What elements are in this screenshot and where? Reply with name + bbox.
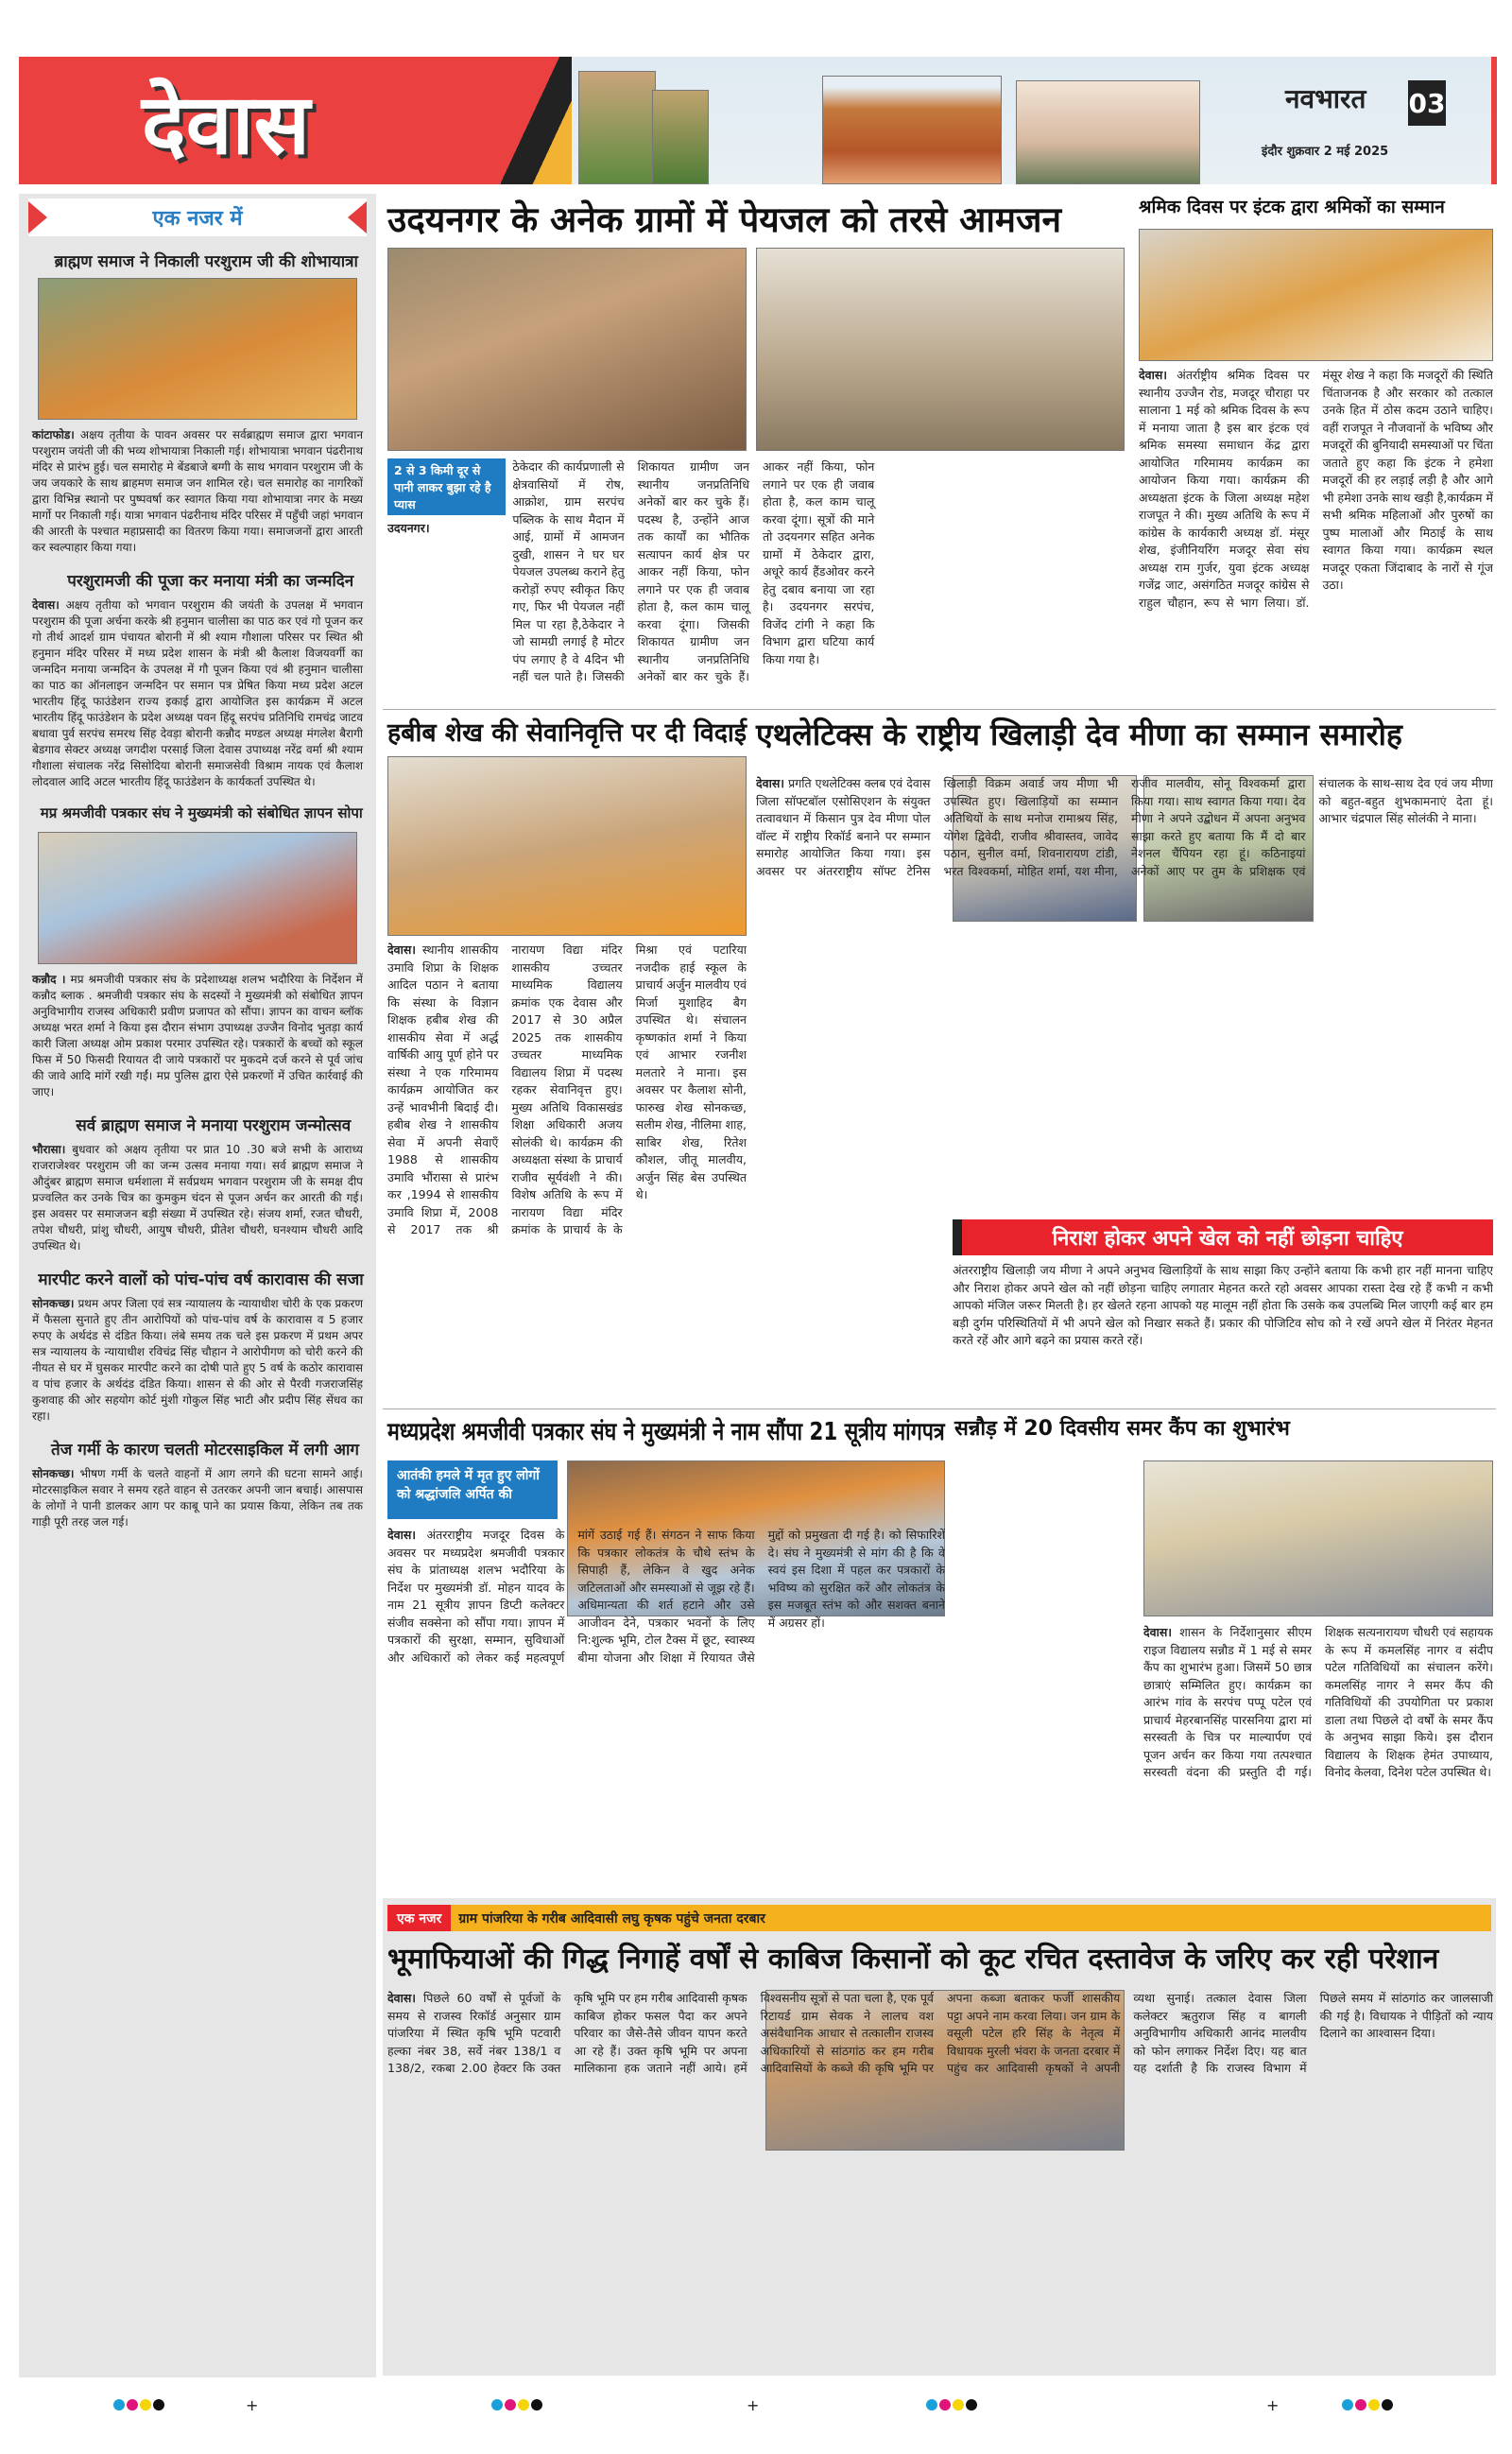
sidebar-headline-text: मप्र श्रमजीवी पत्रकार संघ ने मुख्यमंत्री को संबोधित ज्ञापन सोपा <box>40 804 363 821</box>
story-dateline: सोनकच्छ। <box>32 1467 75 1480</box>
story-body: स्थानीय शासकीय उमावि शिप्रा के शिक्षक आदिल पठान ने बताया कि संस्था के विज्ञान शिक्षक हबीब शेख की शासकीय सेवा में अर्द्ध वार्षिकी आयु पूर्ण होने पर संस्था ने एक गरिमामय कार्यक्रम आयोजित कर उन्हें भावभीनी बिदाई दी। हबीब शेख ने शासकीय सेवा में अपनी सेवाएँ 1988 से शासकीय उमावि भौंरासा से प्रारंभ कर ,1994 से शासकीय उमावि शिप्रा में, 2008 से 2017 तक श्री नारायण विद्या मंदिर शासकीय उच्चतर माध्यमिक विद्यालय क्रमांक एक देवास और 2017 से 30 अप्रैल 2025 तक शासकीय उच्चतर माध्यमिक विद्यालय शिप्रा में पदस्थ रहकर सेवानिवृत्त हुए। मुख्य अतिथि विकासखंड शिक्षा अधिकारी अजय सोलंकी थे। कार्यक्रम की अध्यक्षता संस्था के प्राचार्य राजीव सूर्यवंशी ने की। विशेष अतिथि के रूप में नारायण विद्या मंदिर क्रमांक के प्राचार्य के के मिश्रा एवं पटारिया नजदीक हाई स्कूल के प्राचार्य अर्जुन मालवीय एवं मिर्जा मुशाहिद बैग उपस्थित थे। संचालन कृष्णकांत शर्मा ने किया एवं आभार रजनीश मलतारे ने माना। इस अवसर पर कैलाश सोनी, फारुख शेख सोनकच्छ, सलीम शेख, नीलिमा शाह, साबिर शेख, रितेश कौशल, जीतू मालवीय, अर्जुन सिंह बेस उपस्थित थे। <box>387 942 747 1236</box>
kicker-bar <box>387 1905 1491 1931</box>
divider <box>383 1408 1496 1409</box>
story-dateline: कन्नौद । <box>32 973 66 986</box>
athletics-callout-body: अंतरराष्ट्रीय खिलाड़ी जय मीणा ने अपने अनुभव खिलाड़ियों के साथ साझा किए उन्होंने बताया कि कभी हार नहीं मानना चाहिए और निराश होकर अपने खेल को नहीं छोड़ना चाहिए लगातार मेहनत करते रहो अवसर आपका रास्ता देख रहे हैं कभी न कभी आपको मंजिल जरूर मिलती है। हर खेलते रहना आपको यह मालूम नहीं होता कि उसके कब उपलब्धि मिल जाएगी कई बार हम बड़ी दुर्गम परिस्थितियों में भी अपने खेल को निखार सकते हैं। प्रकार की पोजिटिव सोच को ने रखें अपने खेल में निरंतर मेहनत करते रहें और आगे बढ़ने का प्रयास करते रहें। <box>953 1263 1493 1347</box>
sidebar-story-text <box>28 972 367 1100</box>
sidebar-headline-text: मारपीट करने वालों को पांच-पांच वर्ष कारावास की सजा <box>38 1270 364 1289</box>
sidebar-story <box>28 1438 367 1530</box>
sidebar-story-text <box>28 597 367 790</box>
sidebar-story-text <box>28 1466 367 1530</box>
column-spacer <box>387 458 499 695</box>
story-dateline: देवास। <box>32 598 60 612</box>
water-tank-photo <box>756 248 1125 451</box>
registration-mark-icon: + <box>1266 2396 1280 2414</box>
story-body: अक्षय तृतीया के पावन अवसर पर सर्वब्राह्मण समाज द्वारा भगवान परशुराम जयंती जी की भव्य शोभायात्रा निकाली गई। शोभायात्रा भगवान पंढरीनाथ मंदिर से प्रारंभ हुई। चल समारोह मे बेंडबाजे बग्गी के साथ भगवान परशुराम जी के जय जयकारे के साथ ब्राहमण समाज जन शामिल रहे। चल समारोह का नागरिकों द्वारा विभिन्न स्थानो पर पुष्पवर्षा कर स्वागत किया गया शोभायात्रा नगर के मख्य मार्गो पर निकाली गई। यात्रा भगवान पंढरीनाथ मंदिर परिसर में पहुँची जहां भगवान की आरती के पश्चात महाप्रसादी का वितरण किया गया। समाजजनों द्वारा आरती कर स्वल्पाहार किया गया। <box>32 428 363 554</box>
sidebar-story <box>28 569 367 790</box>
summer-camp-body <box>1143 1624 1493 1893</box>
sidebar-headline <box>28 1268 367 1290</box>
summer-camp-headline <box>954 1413 1493 1442</box>
story-body: प्रगति एथलेटिक्स क्लब एवं देवास जिला सॉफ्टबॉल एसोसिएशन के संयुक्त तत्वावधान में किसान पुत्र देव मीणा पोल वॉल्ट में राष्ट्रीय रिकॉर्ड बनाने पर सम्मान समारोह आयोजित किया गया। इस अवसर पर अंतरराष्ट्रीय सॉफ्ट टेनिस खिलाड़ी विक्रम अवार्ड जय मीणा भी उपस्थित हुए। खिलाड़ियों का सम्मान अतिथियों के साथ मनोज रामाश्रय सिंह, योगेश द्विवेदी, राजीव श्रीवास्तव, जावेद पठान, सुनील वर्मा, शिवनारायण टांडी, भरत विश्वकर्मा, मोहित शर्मा, यश मीना, राजीव मालवीय, सोनू विश्वकर्मा द्वारा किया गया। साथ स्वागत किया गया। देव मीणा ने अपने उद्बोधन में अपना अनुभव साझा करते हुए बताया कि मैं दो बार नेशनल चैंपियन रहा हूं। कठिनाइयां अनेकों आए पर तुम के प्रशिक्षक एवं संचालक के साथ-साथ देव एवं जय मीणा को बहुत-बहुत शुभकामनाएं देता हूं। आभार चंद्रपाल सिंह सोलंकी ने माना। <box>756 776 1493 878</box>
story-dateline: देवास। <box>387 942 417 957</box>
patrakar-headline-text: मध्यप्रदेश श्रमजीवी पत्रकार संघ ने मुख्यमंत्री ने नाम सौंपा 21 सूत्रीय मांगपत्र <box>387 1418 945 1446</box>
story-body: भीषण गर्मी के चलते वाहनों में आग लगने की घटना सामने आई। मोटरसाइकिल सवार ने समय रहते वाहन से उतरकर अपनी जान बचाई। आसपास के लोगों ने पानी डालकर आग पर काबू पाने का प्रयास किया, लेकिन तब तक गाड़ी पूरी तरह जल गई। <box>32 1467 363 1529</box>
sidebar-story-text <box>28 1296 367 1425</box>
story-dateline: देवास। <box>756 776 785 790</box>
newspaper-brand: नवभारत <box>1285 83 1366 114</box>
story-dateline: उदयनगर। <box>387 521 430 535</box>
story-dateline: देवास। <box>387 1991 417 2005</box>
sidebar-headline-text: ब्राह्मण समाज ने निकाली परशुराम जी की शोभायात्रा <box>54 252 358 271</box>
sidebar-headline-text: सर्व ब्राह्मण समाज ने मनाया परशुराम जन्मोत्सव <box>76 1116 352 1135</box>
hill-photo <box>652 90 709 184</box>
story-body: पिछले 60 वर्षों से पूर्वजों के समय से राजस्व रिकॉर्ड अनुसार ग्राम पांजरिया में स्थित कृषि भूमि पटवारी हल्का नंबर 38, सर्वे नंबर 138/1 व 138/2, रकबा 2.00 हेक्टर कि उक्त कृषि भूमि पर हम गरीब आदिवासी कृषक काबिज होकर फसल पैदा कर अपने परिवार का जैसे-तैसे जीवन यापन करते आ रहे हैं। उक्त कृषि भूमि पर अपना मालिकाना हक जताने नहीं आये। हमें विश्वसनीय सूत्रों से पता चला है, एक पूर्व रिटायर्ड ग्राम सेवक ने लालच वश असंवैधानिक आधार से तत्कालीन राजस्व अधिकारियों से सांठगांठ कर हम गरीब आदिवासियों के कब्जे की कृषि भूमि पर अपना कब्जा बताकर फर्जी शासकीय पट्टा अपने नाम करवा लिया। जन ग्राम के वसूली पटेल हरि सिंह के नेतृत्व में विधायक मुरली भंवरा के जनता दरबार में पहुंच कर आदिवासी कृषकों ने अपनी व्यथा सुनाई। तत्काल देवास जिला कलेक्टर ऋतुराज सिंह व बागली अनुविभागीय अधिकारी आनंद मालवीय को फोन लगाकर निर्देश दिए। यह बात यह दर्शाती है कि राजस्व विभाग में पिछले समय में सांठगांठ कर जालसाजी की गई है। विधायक ने पीड़ितों को न्याय दिलाने का आश्वासन दिया। <box>387 1991 1493 2075</box>
sidebar-story-text <box>28 427 367 556</box>
top-story-headline <box>387 194 1125 242</box>
procession-photo <box>38 278 357 420</box>
story-dateline: कांटाफोड। <box>32 428 75 441</box>
patrakar-headline <box>387 1413 945 1447</box>
summer-camp-headline-text: सन्नौड़ में 20 दिवसीय समर कैंप का शुभारंभ <box>954 1417 1290 1441</box>
story-body: प्रथम अपर जिला एवं सत्र न्यायालय के न्यायाधीश चोरी के एक प्रकरण में फैसला सुनाते हुए तीन आरोपियों को पांच-पांच वर्ष के कारावास व 5 हजार रुपए के अर्थदंड से दंडित किया। लंबे समय तक चले इस प्रकरण में प्रथम अपर सत्र न्यायालय के न्यायाधीश रविचंद्र सिंह चौहान ने आरोपीगण को चोरी करने की नीयत से घर में घुसकर मारपीट करने का दोषी पाते हुए 5 वर्ष के कठोर कारावास व पांच हजार के अर्थदंड दंडित किया। शासन से की ओर से पैरवी गजराजसिंह कुशवाह की ओर सहयोग कोर्ट मुंशी गोकुल सिंह भाटी और प्रदीप सिंह सेंधव का रहा। <box>32 1297 363 1423</box>
hill-temple-photo <box>578 71 656 184</box>
sidebar-headline <box>28 1114 367 1136</box>
dateline: इंदौर शुक्रवार 2 मई 2025 <box>1262 145 1389 159</box>
sidebar-story-text <box>28 1142 367 1254</box>
registration-mark-icon: + <box>747 2396 760 2414</box>
arrow-right-icon <box>28 201 47 233</box>
intak-headline <box>1139 194 1493 218</box>
sidebar-headline-text: तेज गर्मी के कारण चलती मोटरसाइकिल में लगी आग <box>51 1441 359 1460</box>
top-story-headline-text: उदयनगर के अनेक ग्रामों में पेयजल को तरसे आमजन <box>387 199 1062 240</box>
sidebar-story <box>28 1268 367 1425</box>
gate-photo <box>1016 80 1200 184</box>
bhumafia-body <box>387 1990 1493 2373</box>
story-body: अंतर्राष्ट्रीय श्रमिक दिवस पर स्थानीय उज्जैन रोड, मजदूर चौराहा पर सालाना 1 मई को श्रमिक दिवस के रूप में मनाया जाता है इस बार इंटक एवं श्रमिक समस्या समाधान केंद्र द्वारा आयोजित गरिमामय कार्यक्रम का आयोजन किया गया। कार्यक्रम की अध्यक्षता इंटक के जिला अध्यक्ष महेश राजपूत ने की। मुख्य अतिथि के रूप में कांग्रेस के कार्यकारी अध्यक्ष डॉ. मंसूर शेख, इंजीनियरिंग मजदूर सेवा संघ अध्यक्ष राम गुर्जर, युवा इंटक अध्यक्ष गजेंद्र जाट, असंगठित मजदूर कांग्रेस से राहुल चौहान, रूप से भाग लिया। डॉ. मंसूर शेख ने कहा कि मजदूरों की स्थिति चिंताजनक है और सरकार को तत्काल उनके हित में ठोस कदम उठाने चाहिए। वहीं राजपूत ने नौजवानों के भविष्य और मजदूरों की बुनियादी समस्याओं पर चिंता जताते हुए कहा कि इंटक ने हमेशा मजदूरों की हर लड़ाई लड़ी है और आगे भी हमेशा उनके साथ खड़ी है,कार्यक्रम में सभी श्रमिक महिलाओं और पुरुषों का पुष्प मालाओं और मिठाई के साथ स्वागत किया गया। कार्यक्रम स्थल मजदूर एकता जिंदाबाद के नारों से गूंज उठा। <box>1139 368 1493 610</box>
registration-mark-icon: + <box>246 2396 259 2414</box>
story-dateline: देवास। <box>1143 1625 1173 1639</box>
bhumafia-headline <box>387 1938 1491 1977</box>
page-number: 03 <box>1408 80 1446 126</box>
athletics-headline-text: एथलेटिक्स के राष्ट्रीय खिलाड़ी देव मीणा का सम्मान समारोह <box>756 717 1402 752</box>
section-title: देवास <box>19 57 558 184</box>
intak-headline-text: श्रमिक दिवस पर इंटक द्वारा श्रमिकों का सम्मान <box>1139 197 1445 217</box>
top-story-callout: 2 से 3 किमी दूर से पानी लाकर बुझा रहे है प्यास <box>387 458 506 515</box>
divider <box>383 709 1496 710</box>
bhumafia-headline-text: भूमाफियाओं की गिद्ध निगाहें वर्षों से काबिज किसानों को कूट रचित दस्तावेज के जरिए कर रही परेशान <box>387 1943 1439 1976</box>
color-registration-dots <box>1342 2396 1395 2414</box>
sidebar-headline <box>28 250 367 272</box>
story-body: ठेकेदार की कार्यप्रणाली से क्षेत्रवासियों में रोष, आक्रोश, ग्राम सरपंच पब्लिक के साथ मैदान में आई, ग्रामों में आमजन दुखी, शासन ने घर घर पेयजल उपलब्ध कराने हेतु करोड़ों रुपए स्वीकृत किए गए, फिर भी पेयजल नहीं मिल पा रहा है,ठेकेदार ने जो सामग्री लगाई है मोटर पंप लगाए है वे 4दिन भी नहीं चल पाते है। जिसकी शिकायत ग्रामीण जन स्थानीय जनप्रतिनिधि अनेकों बार कर चुके हैं। पदस्थ है, उन्होंने आज तक कार्यों का भौतिक सत्यापन कार्य क्षेत्र पर आकर नहीं किया, फोन लगाने पर एक ही जवाब होता है, कल काम चालू करवा दूंगा। जिसकी शिकायत ग्रामीण जन स्थानीय जनप्रतिनिधि अनेकों बार कर चुके हैं। आकर नहीं किया, फोन लगाने पर एक ही जवाब होता है, कल काम चालू करवा दूंगा। सूत्रों की माने तो उदयनगर सहित अनेक ग्रामों में ठेकेदार द्वारा, अधूरे कार्य हैंडओवर करने हेतु दबाव बनाया जा रहा है। उदयनगर सरपंच, विजेंद टांगी ने कहा कि विभाग द्वारा घटिया कार्य किया गया है। <box>512 459 875 683</box>
masthead-edge <box>1491 57 1497 184</box>
color-registration-dots <box>113 2396 166 2414</box>
story-body: बुधवार को अक्षय तृतीया पर प्रात 10 .30 बजे सभी के आराध्य राजराजेश्वर परशुराम जी का जन्म उत्सव मनाया गया। सर्व ब्राह्मण समाज ने औदुंबर ब्राह्मण समाज धर्मशाला में सर्वप्रथम भगवान परशुराम जी के समक्ष दीप प्रज्वलित कर उनके चित्र का कुमकुम चंदन से पूजन अर्चन कर आरती की गई। इस अवसर पर समाजजन बड़ी संख्या में उपस्थित रहे। संजय शर्मा, रजत चौधरी, तपेश चौधरी, प्रांशु चौधरी, आयुष चौधरी, प्रीतेश चौधरी, घनश्याम चौधरी आदि उपस्थित थे। <box>32 1143 363 1253</box>
athletics-headline <box>756 714 1493 754</box>
patrakar-callout: आतंकी हमले में मृत हुए लोगों को श्रद्धांजलि अर्पित की <box>387 1460 558 1519</box>
kicker-tag: एक नजर <box>387 1905 451 1931</box>
habib-headline <box>387 714 747 749</box>
habib-headline-text: हबीब शेख की सेवानिवृत्ति पर दी विदाई <box>387 718 747 748</box>
sidebar-story <box>28 1114 367 1254</box>
story-body: अंतरराष्ट्रीय मजदूर दिवस के अवसर पर मध्यप्रदेश श्रमजीवी पत्रकार संघ के प्रांताध्यक्ष शलभ भदौरिया के निर्देश पर मुख्यमंत्री डॉ. मोहन यादव के नाम 21 सूत्रीय ज्ञापन डिप्टी कलेक्टर संजीव सक्सेना को सौंपा गया। ज्ञापन में पत्रकारों की सुरक्षा, सम्मान, सुविधाओं और अधिकारों को लेकर कई महत्वपूर्ण मांगें उठाई गई हैं। संगठन ने साफ किया कि पत्रकार लोकतंत्र के चौथे स्तंभ के सिपाही हैं, लेकिन वे खुद अनेक जटिलताओं और समस्याओं से जूझ रहे हैं। अधिमान्यता की शर्त हटाने और उसे आजीवन देने, पत्रकार भवनों के लिए नि:शुल्क भूमि, टोल टैक्स में छूट, स्वास्थ्य बीमा योजना और शिक्षा में रियायत जैसे मुद्दों को प्रमुखता दी गई है। को सिफारिशें दे। संघ ने मुख्यमंत्री से मांग की है कि वे स्वयं इस दिशा में पहल कर पत्रकारों के भविष्य को सुरक्षित करें और लोकतंत्र के इस मजबूत स्तंभ को और सशक्त बनाने में अग्रसर हों। <box>387 1528 945 1665</box>
workers-honour-photo <box>1139 229 1493 361</box>
sidebar-headline <box>28 804 367 826</box>
sidebar-headline <box>28 1438 367 1460</box>
habib-body <box>387 942 747 1395</box>
story-dateline: सोनकच्छ। <box>32 1297 75 1310</box>
sidebar-story <box>28 804 367 1100</box>
villagers-photo <box>387 248 747 451</box>
statue-photo <box>822 76 1002 184</box>
memorandum-photo <box>38 832 357 964</box>
story-dateline: देवास। <box>387 1528 417 1542</box>
masthead-wedge <box>501 57 572 184</box>
story-body: मप्र श्रमजीवी पत्रकार संघ के प्रदेशाध्यक्ष शलभ भदौरिया के निर्देशन में कन्नौद ब्लाक . श्रमजीवी पत्रकार संघ के सदस्यों ने मुख्यमंत्री को संबोधित ज्ञापन अनुविभागीय राजस्व अधिकारी प्रवीण प्रजापत को सौंपा। ज्ञापन का वाचन ब्लॉक अध्यक्ष भरत शर्मा ने किया इस दौरान संभाग उपाध्यक्ष उज्जैन विनोद भुतड़ा कार्य कारी जिला अध्यक्ष ओम प्रकाश परमार उपस्थित रहे। पत्रकारों के बच्चों को स्कूल फिस में 50 फिसदी रियायत दी जाये पत्रकारों पर मुकदमे दर्ज करने से पूर्व जांच की जावे आदि मांगें रखी गईं। मप्र पुलिस द्वारा ऐसे प्रकरणों में उचित कार्रवाई की जाए। <box>32 973 363 1098</box>
story-body: अक्षय तृतीया को भगवान परशुराम की जयंती के उपलक्ष में भगवान परशुराम की पूजा अर्चना करके श्री हनुमान चालीसा का पाठ कर एवं गो पूजन कर गो तीर्थ आदर्श ग्राम पंचायत बोरानी में श्री श्याम गौशाला परिसर पर स्थित श्री हनुमान मंदिर परिसर में मध्य प्रदेश शासन के मंत्री श्री कैलाश विजयवर्गी का जन्मदिन मनाया जन्मदिन के उपलक्ष में गौ पूजन किया एवं श्री हनुमान चालीसा का पाठ का ऑनलाइन जन्मदिन पर समान पत्र प्रेषित किया मध्य प्रदेश अटल भारतीय हिंदू फाउंडेशन राज्य इकाई द्वारा आयोजित इस कार्यक्रम में अटल भारतीय हिंदू फाउंडेशन के प्रदेश अध्यक्ष पवन हिंदू सरपंच प्रतिनिधि रामचंद्र जाटव बधावा पुर्व सरपंच समरथ सिंह देवड़ा बोरानी कन्नौद मण्डल अध्यक्ष मंगलेश बैरागी बेडगाव सेक्टर अध्यक्ष जगदीश परसाई जिला देवास उपाध्यक्ष नरेंद्र वर्मा श्री श्याम गौशाला संचालक नरेंद्र सिसोदिया बोरानी समाजसेवी विश्राम नायक एवं कैलाश लोदवाल आदि अटल भारतीय हिंदू फाउंडेशन के कार्यकर्ता उपस्थित थे। <box>32 598 363 788</box>
athletics-body <box>756 775 1493 1210</box>
sidebar-ek-nazar <box>19 194 376 2377</box>
color-registration-dots <box>926 2396 979 2414</box>
top-story-body <box>387 458 1125 706</box>
patrakar-body <box>387 1527 945 1895</box>
sidebar-headline <box>28 569 367 592</box>
story-dateline: भौरासा। <box>32 1143 66 1156</box>
arrow-left-icon <box>348 201 367 233</box>
sidebar-headline-text: परशुरामजी की पूजा कर मनाया मंत्री का जन्मदिन <box>67 572 354 591</box>
sidebar-header-bar <box>28 199 367 236</box>
story-body: शासन के निर्देशानुसार सीएम राइज विद्यालय सन्नौड में 1 मई से समर कैंप का शुभारंभ हुआ। जिसमें 50 छात्र छात्राएं सम्मिलित हुए। कार्यक्रम का आरंभ गांव के सरपंच पप्पू पटेल एवं प्राचार्य मेहरबानसिंह पारसनिया द्वारा मां सरस्वती के चित्र पर माल्यार्पण एवं पूजन अर्चन कर किया गया तत्पश्चात सरस्वती वंदना की प्रस्तुति दी गई। शिक्षक सत्यनारायण चौधरी एवं सहायक के रूप में कमलसिंह नागर व संदीप पटेल गतिविधियों का संचालन करेंगे। कमलसिंह नागर ने समर कैंप की गतिविधियों की उपयोगिता पर प्रकाश डाला तथा पिछले दो वर्षों के समर कैंप के अनुभव साझा किये। इस दौरान विद्यालय के शिक्षक हेमंत उपाध्याय, विनोद केलवा, दिनेश पटेल उपस्थित थे। <box>1143 1625 1493 1779</box>
intak-body <box>1139 367 1493 705</box>
athletics-callout: निराश होकर अपने खेल को नहीं छोड़ना चाहिए <box>953 1219 1493 1255</box>
sidebar-story <box>28 250 367 556</box>
kicker-text: ग्राम पांजरिया के गरीब आदिवासी लघु कृषक पहुंचे जनता दरबार <box>458 1910 765 1927</box>
sidebar-header: एक नजर में <box>152 207 243 231</box>
color-registration-dots <box>491 2396 544 2414</box>
farewell-photo <box>387 756 747 936</box>
classroom-photo <box>1143 1460 1493 1616</box>
story-dateline: देवास। <box>1139 368 1168 382</box>
